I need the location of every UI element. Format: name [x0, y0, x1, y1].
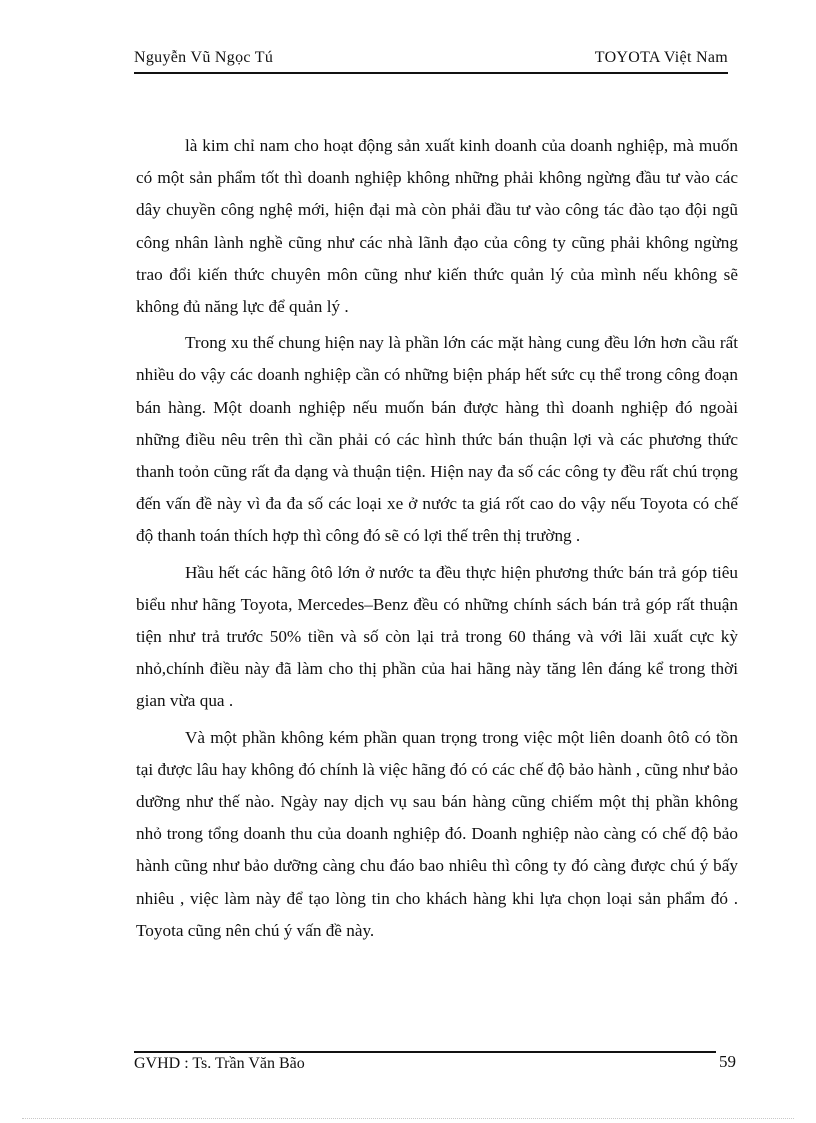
footer-supervisor: GVHD : Ts. Trần Văn Bão	[134, 1055, 305, 1072]
page-number: 59	[719, 1052, 736, 1071]
page-header	[134, 46, 728, 74]
page-footer	[134, 1051, 736, 1079]
page-bottom-edge	[22, 1118, 794, 1119]
footer-divider	[134, 1051, 716, 1053]
paragraph-2: Trong xu thế chung hiện nay là phần lớn các mặt hàng cung đều lớn hơn cầu rất nhiều do vậy các doanh nghiệp cần có những biện pháp hết sức cụ thể trong công đoạn bán hàng. Một doanh nghiệp nếu muốn bán được hàng thì doanh nghiệp đó ngoài những điều nêu trên thì cần phải có các hình thức bán thuận lợi và các phương thức thanh toỏn cũng rất đa dạng và thuận tiện. Hiện nay đa số các công ty đều rất chú trọng đến vấn đề này vì đa đa số các loại xe ở nước ta giá rốt cao do vậy nếu Toyota có chế độ thanh toán thích hợp thì công đó sẽ có lợi thế trên thị trường .	[136, 333, 738, 546]
header-author: Nguyễn Vũ Ngọc Tú	[134, 49, 274, 66]
paragraph-3: Hầu hết các hãng ôtô lớn ở nước ta đều thực hiện phương thức bán trả góp tiêu biểu như hãng Toyota, Mercedes–Benz đều có những chính sách bán trả góp rất thuận tiện như trả trước 50% tiền và số còn lại trả trong 60 tháng và với lãi xuất cực kỳ nhỏ,chính điều này đã làm cho thị phần của hai hãng này tăng lên đáng kể trong thời gian vừa qua .	[136, 562, 738, 711]
paragraph-4: Và một phần không kém phần quan trọng trong việc một liên doanh ôtô có tồn tại được lâu hay không đó chính là việc hãng đó có các chế độ bảo hành , cũng như bảo dưỡng như thế nào. Ngày nay dịch vụ sau bán hàng cũng chiếm một thị phần không nhỏ trong tổng doanh thu của doanh nghiệp đó. Doanh nghiệp nào càng có chế độ bảo hành cũng như bảo dưỡng càng chu đáo bao nhiêu thì công ty đó càng được chú ý bấy nhiêu , việc làm này để tạo lòng tin cho khách hàng khi lựa chọn loại sản phẩm đó . Toyota cũng nên chú ý vấn đề này.	[136, 727, 738, 940]
body-text	[136, 130, 738, 951]
header-title: TOYOTA Việt Nam	[594, 49, 728, 66]
paragraph-1: là kim chỉ nam cho hoạt động sản xuất kinh doanh của doanh nghiệp, mà muốn có một sản phẩm tốt thì doanh nghiệp không những phải không ngừng đầu tư vào các dây chuyền công nghệ mới, hiện đại mà còn phải đầu tư vào công tác đào tạo đội ngũ công nhân lành nghề cũng như các nhà lãnh đạo của công ty cũng phải không ngừng trao đổi kiến thức chuyên môn cũng như kiến thức quản lý của mình nếu không sẽ không đủ năng lực để quản lý .	[136, 136, 738, 317]
